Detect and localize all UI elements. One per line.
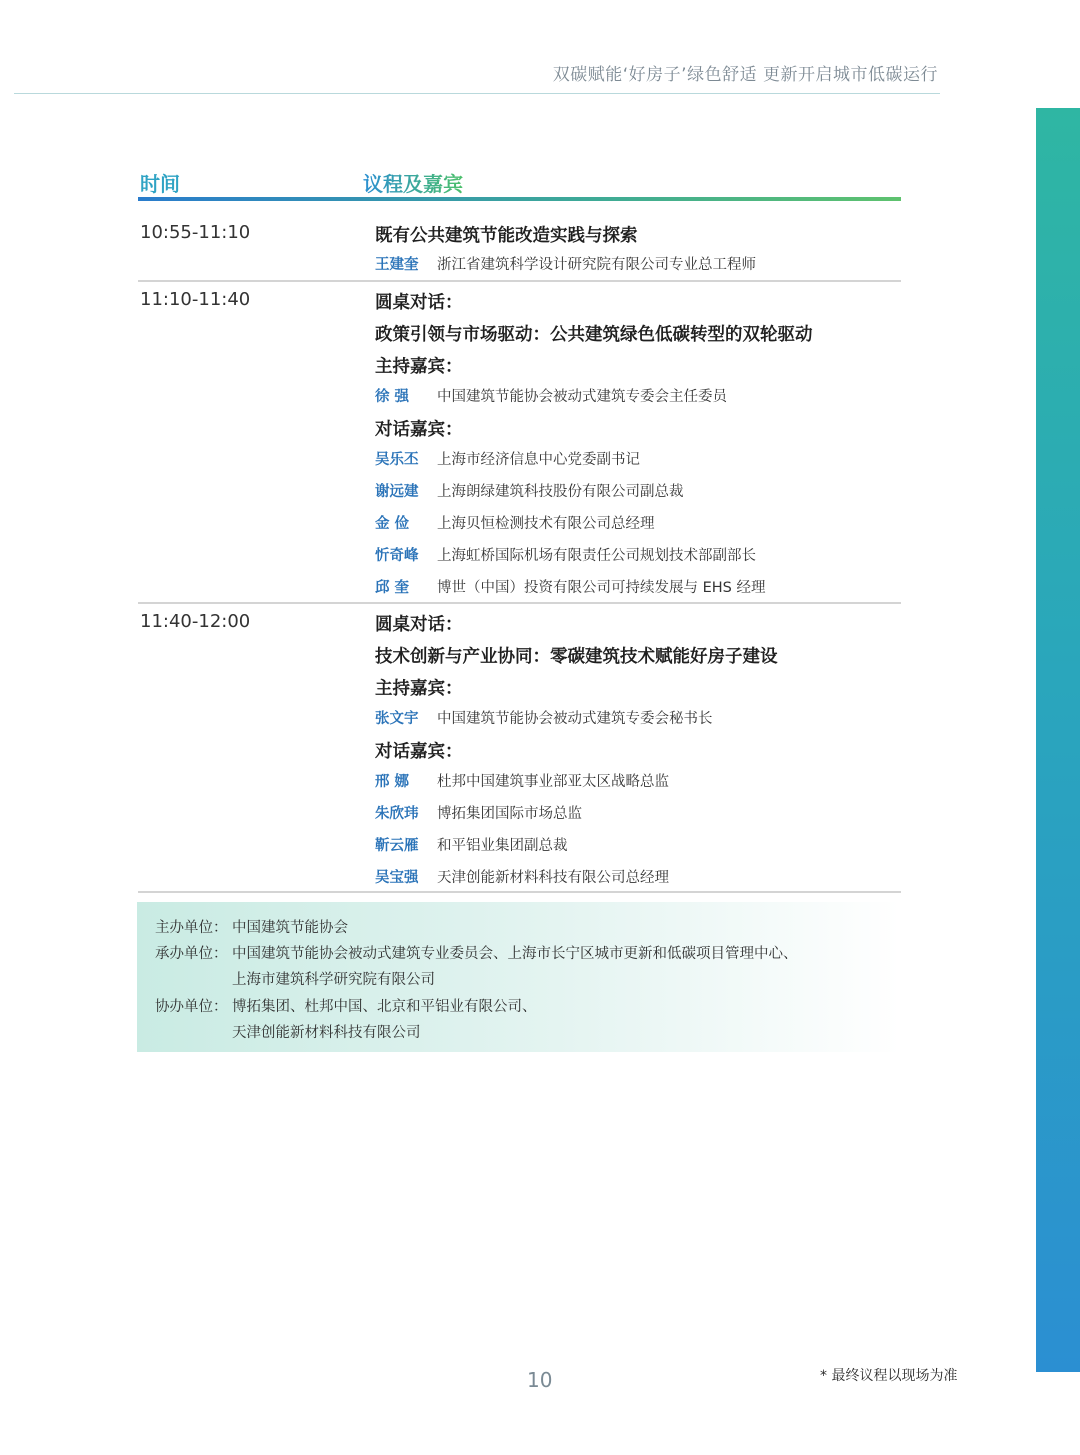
host-org: 中国建筑节能协会被动式建筑专委会秘书长 <box>437 711 713 727</box>
organizer-label: 承办单位： <box>155 946 228 962</box>
host-row <box>375 385 727 406</box>
organizer-row <box>155 942 798 963</box>
row-divider <box>138 280 901 282</box>
host-organizer-label: 主办单位： <box>155 920 228 936</box>
panelist-name: 朱欣玮 <box>375 806 419 822</box>
session-label: 圆桌对话： <box>375 615 463 635</box>
column-header-agenda: 议程及嘉宾 <box>363 168 463 197</box>
host-org: 中国建筑节能协会被动式建筑专委会主任委员 <box>437 389 727 405</box>
session-title: 既有公共建筑节能改造实践与探索 <box>375 226 638 246</box>
host-name: 张文宇 <box>375 711 419 727</box>
session-time: 10:55-11:10 <box>140 222 251 243</box>
panelist-row <box>375 576 766 597</box>
row-divider <box>138 602 901 604</box>
co-organizer-label: 协办单位： <box>155 999 228 1015</box>
session-topic: 政策引领与市场驱动：公共建筑绿色低碳转型的双轮驱动 <box>375 325 813 345</box>
panelist-row <box>375 480 684 501</box>
speaker-name: 王建奎 <box>375 257 419 273</box>
panelist-row <box>375 448 640 469</box>
row-divider <box>138 891 901 893</box>
panelist-row <box>375 512 655 533</box>
host-row <box>375 707 713 728</box>
panelist-org: 上海贝恒检测技术有限公司总经理 <box>437 516 655 532</box>
panelist-row <box>375 866 669 887</box>
panelist-name: 邱 奎 <box>375 580 410 596</box>
panelist-row <box>375 834 568 855</box>
panelist-org: 和平铝业集团副总裁 <box>437 838 568 854</box>
host-organizer-row <box>155 916 348 937</box>
header-rule <box>138 197 901 201</box>
panelist-name: 忻奇峰 <box>375 548 419 564</box>
speaker-org: 浙江省建筑科学设计研究院有限公司专业总工程师 <box>437 257 756 273</box>
panel-label: 对话嘉宾： <box>375 420 463 440</box>
panelist-row <box>375 770 669 791</box>
panelist-row <box>375 544 756 565</box>
session-time: 11:40-12:00 <box>140 611 251 632</box>
host-organizer-value: 中国建筑节能协会 <box>232 920 348 936</box>
panelist-org: 博世（中国）投资有限公司可持续发展与 EHS 经理 <box>437 580 766 596</box>
panelist-org: 上海虹桥国际机场有限责任公司规划技术部副部长 <box>437 548 756 564</box>
panelist-name: 吴乐丕 <box>375 452 419 468</box>
session-time: 11:10-11:40 <box>140 289 251 310</box>
panelist-row <box>375 802 582 823</box>
session-topic: 技术创新与产业协同：零碳建筑技术赋能好房子建设 <box>375 647 778 667</box>
co-organizer-value-line2: 天津创能新材料科技有限公司 <box>232 1025 421 1041</box>
header-divider <box>14 93 940 94</box>
co-organizer-value-line1: 博拓集团、杜邦中国、北京和平铝业有限公司、 <box>232 999 537 1015</box>
header-title: 双碳赋能‘好房子’绿色舒适 更新开启城市低碳运行 <box>552 65 938 85</box>
session-label: 圆桌对话： <box>375 293 463 313</box>
panelist-org: 上海市经济信息中心党委副书记 <box>437 452 640 468</box>
column-header-time: 时间 <box>140 172 180 196</box>
panelist-name: 金 俭 <box>375 516 410 532</box>
side-gradient-bar <box>1036 108 1080 1372</box>
speaker-row <box>375 253 756 274</box>
host-label: 主持嘉宾： <box>375 679 463 699</box>
panelist-org: 上海朗绿建筑科技股份有限公司副总裁 <box>437 484 684 500</box>
organizer-value-line1: 中国建筑节能协会被动式建筑专业委员会、上海市长宁区城市更新和低碳项目管理中心、 <box>232 946 798 962</box>
panelist-org: 杜邦中国建筑事业部亚太区战略总监 <box>437 774 669 790</box>
panelist-name: 吴宝强 <box>375 870 419 886</box>
panelist-org: 博拓集团国际市场总监 <box>437 806 582 822</box>
panelist-org: 天津创能新材料科技有限公司总经理 <box>437 870 669 886</box>
organizer-value-line2: 上海市建筑科学研究院有限公司 <box>232 972 435 988</box>
page-number: 10 <box>527 1368 553 1392</box>
host-label: 主持嘉宾： <box>375 357 463 377</box>
panelist-name: 谢远建 <box>375 484 419 500</box>
panelist-name: 邢 娜 <box>375 774 410 790</box>
co-organizer-row <box>155 995 537 1016</box>
panelist-name: 靳云雁 <box>375 838 419 854</box>
host-name: 徐 强 <box>375 389 410 405</box>
footnote: * 最终议程以现场为准 <box>820 1368 958 1384</box>
panel-label: 对话嘉宾： <box>375 742 463 762</box>
